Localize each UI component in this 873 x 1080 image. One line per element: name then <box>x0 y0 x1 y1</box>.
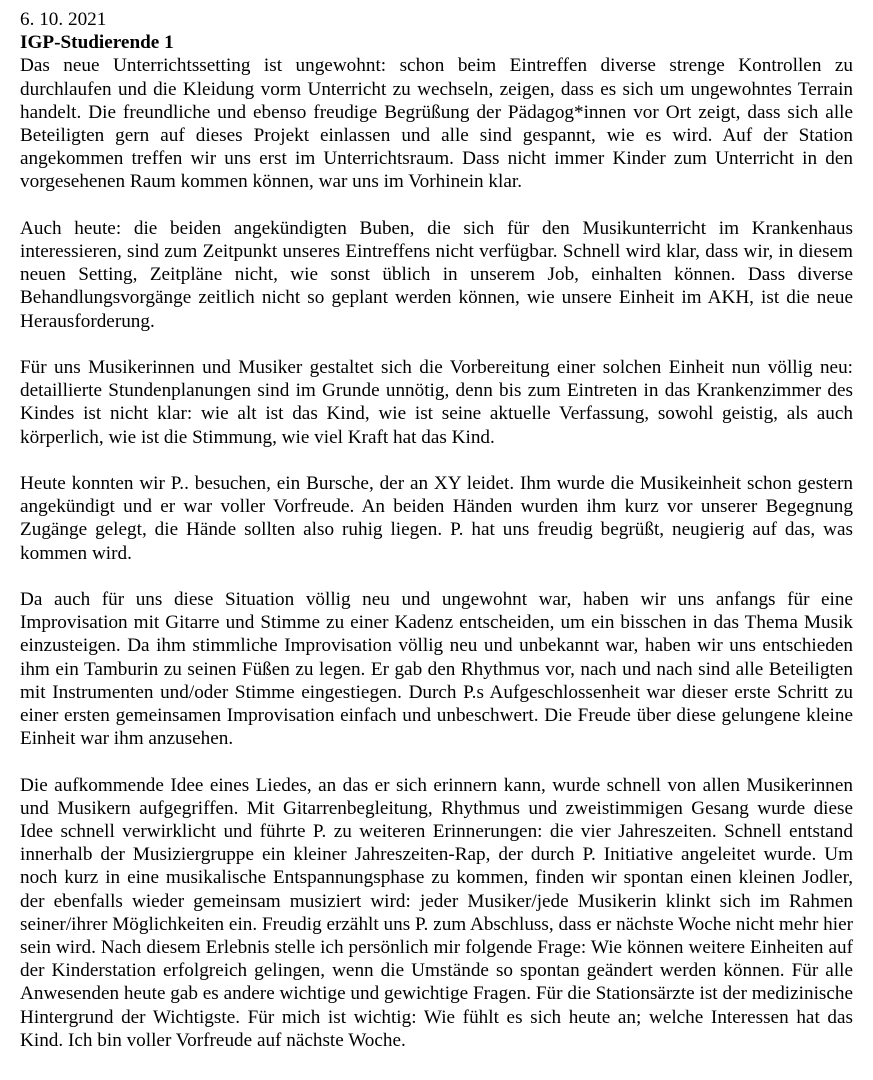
paragraph: Heute konnten wir P.. besuchen, ein Bursche, der an XY leidet. Ihm wurde die Musikeinheit schon gestern angekündigt und er war voller Vorfreude. An beiden Händen wurden ihm kurz vor unserer Begegnung Zugänge gelegt, die Hände sollten also ruhig liegen. P. hat uns freudig begrüßt, neugierig auf das, was kommen wird. <box>20 473 853 564</box>
document-body <box>20 54 853 1052</box>
paragraph: Da auch für uns diese Situation völlig neu und ungewohnt war, haben wir uns anfangs für eine Improvisation mit Gitarre und Stimme zu einer Kadenz entscheiden, um ein bisschen in das Thema Musik einzusteigen. Da ihm stimmliche Improvisation völlig neu und unbekannt war, haben wir uns entschieden ihm ein Tamburin zu seinen Füßen zu legen. Er gab den Rhythmus vor, nach und nach sind alle Beteiligten mit Instrumenten und/oder Stimme eingestiegen. Durch P.s Aufgeschlossenheit war dieser erste Schritt zu einer ersten gemeinsamen Improvisation einfach und unbeschwert. Die Freude über diese gelungene kleine Einheit war ihm anzusehen. <box>20 589 853 750</box>
document-date: 6. 10. 2021 <box>20 9 107 30</box>
paragraph: Auch heute: die beiden angekündigten Buben, die sich für den Musikunterricht im Krankenhaus interessieren, sind zum Zeitpunkt unseres Eintreffens nicht verfügbar. Schnell wird klar, dass wir, in diesem neuen Setting, Zeitpläne nicht, wie sonst üblich in unserem Job, einhalten können. Dass diverse Behandlungsvorgänge zeitlich nicht so geplant werden können, wie unsere Einheit im AKH, ist die neue Herausforderung. <box>20 217 853 332</box>
paragraph: Das neue Unterrichtssetting ist ungewohnt: schon beim Eintreffen diverse strenge Kontrollen zu durchlaufen und die Kleidung vorm Unterricht zu wechseln, zeigen, dass es sich um ungewohntes Terrain handelt. Die freundliche und ebenso freudige Begrüßung der Pädagog*innen vor Ort zeigt, dass sich alle Beteiligten gern auf dieses Projekt einlassen und alle sind gespannt, wie es wird. Auf der Station angekommen treffen wir uns erst im Unterrichtsraum. Dass nicht immer Kinder zum Unterricht in den vorgesehenen Raum kommen können, war uns im Vorhinein klar. <box>20 55 853 193</box>
paragraph: Die aufkommende Idee eines Liedes, an das er sich erinnern kann, wurde schnell von allen Musikerinnen und Musikern aufgegriffen. Mit Gitarrenbegleitung, Rhythmus und zweistimmigen Gesang wurde diese Idee schnell verwirklicht und führte P. zu weiteren Erinnerungen: die vier Jahreszeiten. Schnell entstand innerhalb der Musiziergruppe ein kleiner Jahreszeiten-Rap, der durch P. Initiative angeleitet wurde. Um noch kurz in eine musikalische Entspannungsphase zu kommen, finden wir spontan einen kleinen Jodler, der ebenfalls wieder gemeinsam musiziert wird: jeder Musiker/jede Musikerin klinkt sich im Rahmen seiner/ihrer Möglichkeiten ein. Freudig erzählt uns P. zum Abschluss, dass er nächste Woche nicht mehr hier sein wird. Nach diesem Erlebnis stelle ich persönlich mir folgende Frage: Wie können weitere Einheiten auf der Kinderstation erfolgreich gelingen, wenn die Umstände so spontan geändert werden können. Für alle Anwesenden heute gab es andere wichtige und gewichtige Fragen. Für die Stationsärzte ist der medizinische Hintergrund der Wichtigste. Für mich ist wichtig: Wie fühlt es sich heute an; welche Interessen hat das Kind. Ich bin voller Vorfreude auf nächste Woche. <box>20 774 853 1051</box>
paragraph: Für uns Musikerinnen und Musiker gestaltet sich die Vorbereitung einer solchen Einheit nun völlig neu: detaillierte Stundenplanungen sind im Grunde unnötig, denn bis zum Eintreten in das Krankenzimmer des Kindes ist nicht klar: wie alt ist das Kind, wie ist seine aktuelle Verfassung, sowohl geistig, als auch körperlich, wie ist die Stimmung, wie viel Kraft hat das Kind. <box>20 357 853 448</box>
document-heading: IGP-Studierende 1 <box>20 32 174 54</box>
